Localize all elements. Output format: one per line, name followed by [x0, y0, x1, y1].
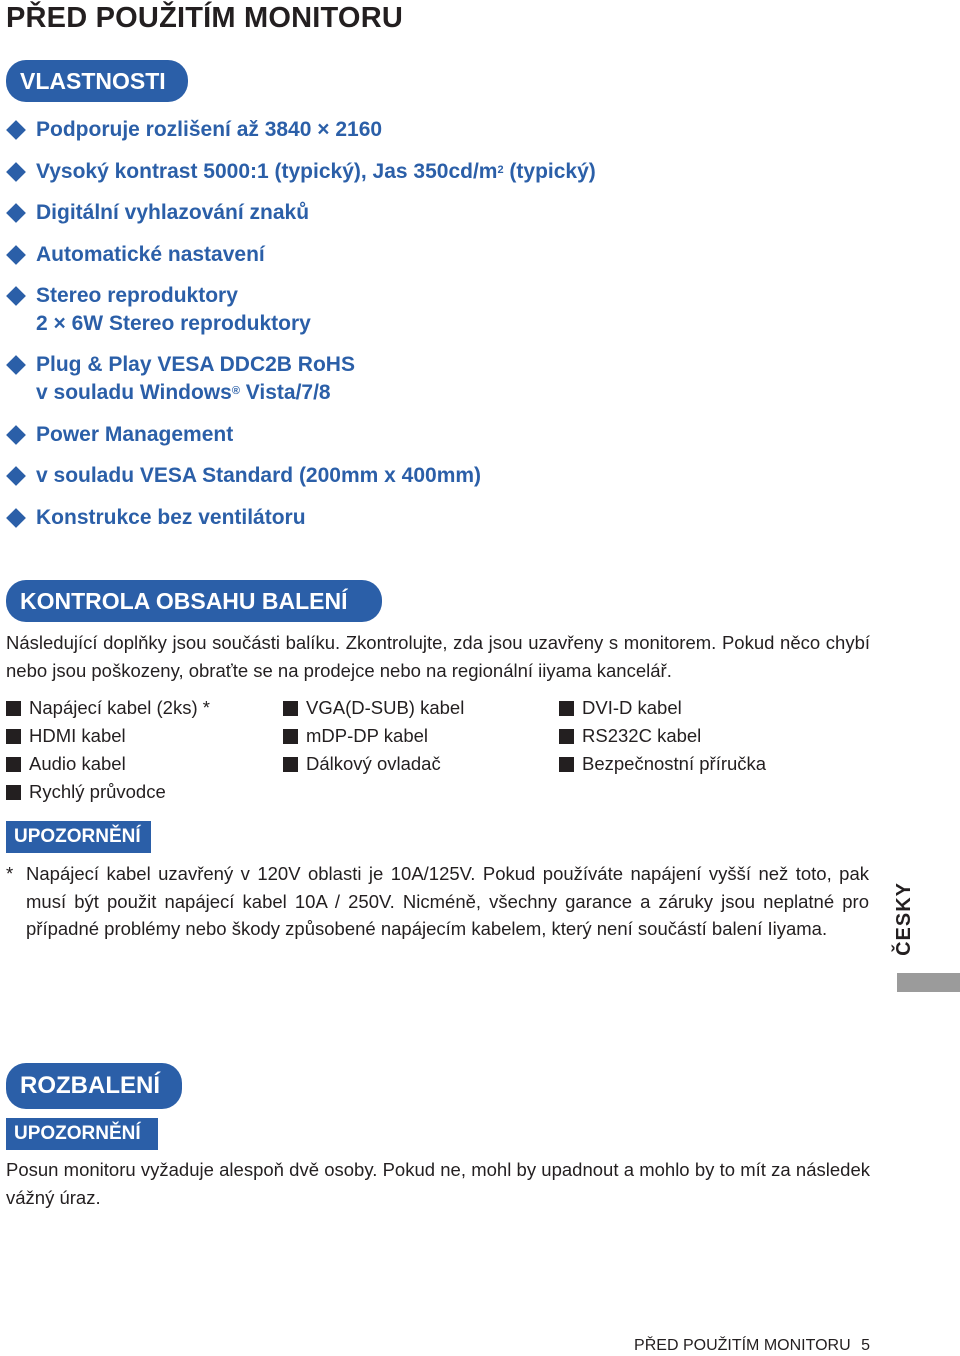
package-item [559, 694, 682, 722]
registered-mark: ® [231, 385, 240, 397]
section-header-features-label: VLASTNOSTI [20, 67, 166, 94]
square-bullet-icon [283, 757, 298, 772]
package-item [283, 694, 464, 722]
feature-item [6, 199, 309, 227]
square-bullet-icon [559, 701, 574, 716]
diamond-bullet-icon [6, 162, 26, 182]
feature-item [6, 282, 311, 338]
section-header-unpacking [6, 1063, 182, 1109]
superscript: 2 [497, 164, 504, 176]
feature-item [6, 158, 596, 186]
diamond-bullet-icon [6, 120, 26, 140]
square-bullet-icon [559, 757, 574, 772]
feature-item [6, 421, 233, 449]
feature-item [6, 351, 355, 407]
feature-text: Automatické nastavení [36, 243, 265, 266]
feature-item [6, 116, 382, 144]
square-bullet-icon [6, 785, 21, 800]
package-item-label: Napájecí kabel (2ks) * [29, 697, 210, 718]
feature-text: Podporuje rozlišení až 3840 × 2160 [36, 118, 383, 141]
square-bullet-icon [283, 729, 298, 744]
feature-text: Digitální vyhlazování znaků [36, 201, 310, 224]
feature-text-line: Plug & Play VESA DDC2B RoHS [36, 353, 355, 376]
page-footer [634, 1337, 870, 1355]
feature-text-line: Stereo reproduktory [36, 284, 238, 307]
diamond-bullet-icon [6, 203, 26, 223]
diamond-bullet-icon [6, 425, 26, 445]
feature-text [36, 282, 311, 338]
feature-item [6, 504, 306, 532]
diamond-bullet-icon [6, 508, 26, 528]
package-item [6, 694, 210, 722]
package-item [6, 722, 126, 750]
section-header-features [6, 60, 188, 102]
section-header-unpacking-label: ROZBALENÍ [20, 1072, 160, 1099]
package-item-label: Bezpečnostní příručka [582, 753, 767, 774]
package-item-label: Dálkový ovladač [306, 753, 441, 774]
unpacking-text: Posun monitoru vyžaduje alespoň dvě osoby. Pokud ne, mohl by upadnout a mohlo by to mít za následek vážný úraz. [6, 1159, 870, 1208]
footer-title: PŘED POUŽITÍM MONITORU [634, 1337, 851, 1354]
feature-text-part: v souladu Windows [36, 381, 232, 404]
package-item [283, 722, 428, 750]
square-bullet-icon [6, 729, 21, 744]
package-intro: Následující doplňky jsou součásti balíku. Zkontrolujte, zda jsou uzavřeny s monitorem. Pokud něco chybí nebo jsou poškozeny, obraťte se na prodejce nebo na regionální iiyama kancelář. [6, 632, 870, 681]
feature-text [36, 158, 596, 186]
package-item-label: DVI-D kabel [582, 697, 682, 718]
section-header-package [6, 580, 382, 622]
feature-text [36, 351, 355, 407]
package-item-label: RS232C kabel [582, 725, 702, 746]
note-text: Napájecí kabel uzavřený v 120V oblasti je 10A/125V. Pokud používáte napájení vyšší než toto, pak musí být použit napájecí kabel 10A / 250V. Nicméně, všechny garance a záruky jsou neplatné pro případné problémy nebo škody způsobené napájecím kabelem, který není součástí balení Iiyama. [26, 863, 869, 939]
package-item-label: Audio kabel [29, 753, 126, 774]
feature-text-part: Vysoký kontrast 5000:1 (typický), Jas 350cd/m [36, 160, 498, 183]
square-bullet-icon [283, 701, 298, 716]
package-item [6, 750, 126, 778]
package-item [559, 750, 766, 778]
language-tab-label: ČESKY [893, 882, 915, 956]
page-title: PŘED POUŽITÍM MONITORU [6, 2, 403, 34]
package-item-label: HDMI kabel [29, 725, 126, 746]
warning-label-package [6, 821, 151, 853]
feature-text-part: Vista/7/8 [239, 381, 331, 404]
feature-item [6, 241, 265, 269]
square-bullet-icon [6, 757, 21, 772]
diamond-bullet-icon [6, 466, 26, 486]
feature-text: Power Management [36, 423, 234, 446]
feature-text-line: 2 × 6W Stereo reproduktory [36, 312, 311, 335]
feature-text: v souladu VESA Standard (200mm x 400mm) [36, 464, 482, 487]
warning-label-text: UPOZORNĚNÍ [14, 1123, 141, 1144]
diamond-bullet-icon [6, 355, 26, 375]
diamond-bullet-icon [6, 286, 26, 306]
feature-item [6, 462, 481, 490]
package-item [6, 778, 166, 806]
section-header-package-label: KONTROLA OBSAHU BALENÍ [20, 587, 348, 614]
note-marker: * [6, 863, 14, 884]
warning-label-text: UPOZORNĚNÍ [14, 826, 141, 847]
package-item-label: VGA(D-SUB) kabel [306, 697, 465, 718]
diamond-bullet-icon [6, 245, 26, 265]
feature-text: Konstrukce bez ventilátoru [36, 506, 306, 529]
square-bullet-icon [6, 701, 21, 716]
square-bullet-icon [559, 729, 574, 744]
feature-text-line [36, 379, 355, 407]
warning-label-unpacking [6, 1118, 158, 1150]
package-item [559, 722, 701, 750]
package-item [283, 750, 441, 778]
language-tab-bar [897, 973, 960, 992]
feature-text-part: (typický) [503, 160, 596, 183]
package-item-label: Rychlý průvodce [29, 781, 166, 802]
package-item-label: mDP-DP kabel [306, 725, 429, 746]
page-number: 5 [861, 1337, 870, 1354]
